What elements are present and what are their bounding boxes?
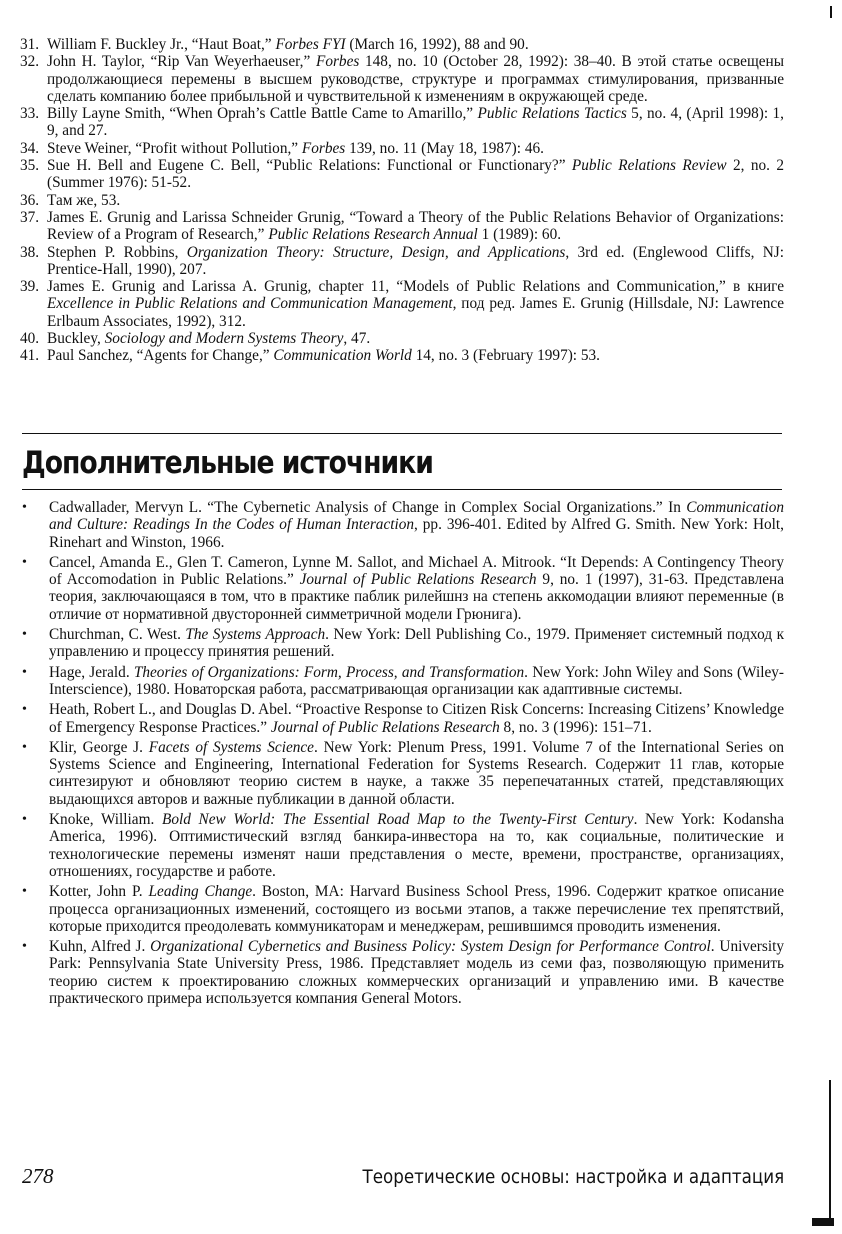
scan-corner-mark (812, 1218, 834, 1226)
italic-title: Public Relations Research Annual (268, 226, 478, 244)
italic-title: Excellence in Public Relations and Communication Management (47, 295, 453, 313)
scan-edge-mark (830, 6, 832, 18)
text-run: 5, no. 4, (April 1998): 1, 9, and 27. (47, 105, 784, 140)
italic-title: Journal of Public Relations Research (299, 571, 537, 589)
source-text (49, 554, 784, 623)
text-run: James E. Grunig and Larissa Schneider Grunig, “Toward a Theory of the Public Relations Behavior of Organizations: Review of a Program of Research,” (47, 208, 784, 244)
bullet-icon: • (22, 812, 27, 828)
text-run: 1 (1989): 60. (477, 226, 562, 244)
italic-title: Forbes (301, 139, 346, 157)
text-run: . New York: Dell Publishing Co., 1979. Применяет системный подход к управлению и процессу принятия решений. (49, 626, 785, 661)
source-item (22, 499, 784, 551)
source-item (22, 664, 784, 699)
page-footer (22, 1164, 784, 1189)
text-run: Cadwallader, Mervyn L. “The Cybernetic Analysis of Change in Complex Social Organizations.” In (49, 499, 687, 516)
text-run: . New York: Plenum Press, 1991. Volume 7 of the International Series on Systems Science and Engineering, International Federation for Systems Research. Содержит 11 глав, которые синтезируют и обновляют теорию систем в науке, а также 35 перепечатанных статей, представляющих выдающихся авторов и важные публикации в данной области. (49, 738, 785, 808)
text-run: Knoke, William. (49, 811, 162, 829)
endnote-number: 35. (20, 157, 40, 175)
italic-title: Leading Change (148, 883, 253, 901)
italic-title: Public Relations Review (571, 157, 727, 175)
endnote-item (20, 140, 784, 157)
text-run: Billy Layne Smith, “When Oprah’s Cattle Battle Came to Amarillo,” (47, 105, 478, 123)
source-text (49, 701, 784, 736)
endnote-number: 38. (20, 243, 40, 261)
text-run: . New York: Kodansha America, 1996). Оптимистический взгляд банкира-инвестора на то, как социальные, политические и технологические перемены изменят наши представления о месте, времени, пространстве, организациях, отношениях, государстве и работе. (49, 811, 784, 880)
source-text (49, 883, 784, 935)
italic-title: Bold New World: The Essential Road Map to the Twenty-First Century (161, 811, 634, 829)
text-run: John H. Taylor, “Rip Van Weyerhaeuser,” (47, 53, 316, 71)
text-run: 2, no. 2 (Summer 1976): 51-52. (47, 157, 784, 192)
source-item (22, 701, 784, 736)
endnote-text (47, 157, 784, 192)
source-item (22, 739, 784, 808)
endnote-number: 41. (20, 347, 40, 365)
text-run: Churchman, C. West. (49, 626, 186, 644)
endnotes-list (20, 36, 784, 365)
endnote-text (47, 209, 784, 244)
text-run: Klir, George J. (49, 738, 149, 756)
text-run: Там же, 53. (47, 191, 121, 209)
bullet-icon: • (22, 627, 27, 643)
text-run: , 3rd ed. (Englewood Cliffs, NJ: Prentice-Hall, 1990), 207. (47, 243, 784, 278)
text-run: William F. Buckley Jr., “Haut Boat,” (47, 36, 276, 53)
italic-title: Organization Theory: Structure, Design, and Applications (186, 243, 566, 261)
italic-title: Forbes (315, 53, 360, 71)
endnote-number: 40. (20, 330, 40, 348)
endnote-number: 39. (20, 278, 40, 296)
endnote-text (47, 36, 784, 53)
endnote-text (47, 192, 784, 209)
italic-title: The Systems Approach (185, 626, 326, 644)
text-run: . University Park: Pennsylvania State University Press, 1986. Представляет модель из семи фаз, позволяющую применить теорию систем к проектированию сложных коммерческих организаций и управлению ими. В качестве практического примера используется компания General Motors. (49, 938, 784, 1008)
text-run: , 47. (343, 330, 371, 348)
italic-title: Forbes FYI (275, 36, 346, 53)
source-item (22, 883, 784, 935)
endnote-number: 36. (20, 191, 40, 209)
source-item (22, 626, 784, 661)
endnote-number: 37. (20, 208, 40, 226)
section-heading: Дополнительные источники (22, 445, 433, 481)
text-run: , под ред. James E. Grunig (Hillsdale, NJ: Lawrence Erlbaum Associates, 1992), 312. (47, 295, 784, 330)
text-run: . Boston, MA: Harvard Business School Press, 1996. Содержит краткое описание процесса организационных изменений, состоящего из восьми этапов, а также перечисление тех препятствий, которые приходится преодолевать коммуникаторам и менеджерам, решившимся проводить изменения. (49, 883, 784, 935)
text-run: Stephen P. Robbins, (47, 243, 187, 261)
source-item (22, 811, 784, 880)
text-run: Heath, Robert L., and Douglas D. Abel. “Proactive Response to Citizen Risk Concerns: Increasing Citizens’ Knowledge of Emergency Response Practices.” (49, 701, 784, 736)
endnote-number: 32. (20, 53, 40, 71)
bullet-icon: • (22, 554, 27, 570)
text-run: (March 16, 1992), 88 and 90. (345, 36, 529, 53)
source-item (22, 938, 784, 1007)
endnote-number: 34. (20, 139, 40, 157)
source-text (49, 739, 784, 808)
endnote-item (20, 157, 784, 192)
text-run: Buckley, (47, 330, 105, 348)
source-text (49, 664, 784, 699)
endnote-text (47, 53, 784, 105)
source-text (49, 626, 784, 661)
endnote-item (20, 244, 784, 279)
text-run: Sue H. Bell and Eugene C. Bell, “Public Relations: Functional or Functionary?” (47, 157, 572, 175)
text-run: 14, no. 3 (February 1997): 53. (411, 347, 601, 365)
text-run: Hage, Jerald. (49, 663, 134, 681)
source-item (22, 554, 784, 623)
italic-title: Public Relations Tactics (477, 105, 627, 123)
endnote-text (47, 278, 784, 330)
endnote-item (20, 105, 784, 140)
bullet-icon: • (22, 500, 27, 515)
italic-title: Communication World (273, 347, 412, 365)
endnote-item (20, 53, 784, 105)
text-run: Cancel, Amanda E., Glen T. Cameron, Lynne M. Sallot, and Michael A. Mitrook. “It Depends: A Contingency Theory of Accomodation in Public Relations.” (49, 553, 784, 589)
italic-title: Organizational Cybernetics and Business Policy: System Design for Performance Control (150, 938, 711, 956)
bullet-icon: • (22, 702, 27, 718)
bullet-icon: • (22, 739, 27, 755)
text-run: James E. Grunig and Larissa A. Grunig, chapter 11, “Models of Public Relations and Communication,” в книге (47, 278, 784, 296)
italic-title: Sociology and Modern Systems Theory (104, 330, 344, 348)
endnote-text (47, 347, 784, 364)
additional-sources-list (22, 499, 784, 1010)
text-run: 8, no. 3 (1996): 151–71. (499, 718, 652, 736)
text-run: 139, no. 11 (May 18, 1987): 46. (345, 139, 544, 157)
endnote-text (47, 140, 784, 157)
text-run: 9, no. 1 (1997), 31-63. Представлена теория, заключающаяся в том, что в практике паблик рилейшнз на степень аккомодации влияют переменные (в отличие от нормативной двусторонней симметричной модели Грюнига). (49, 571, 784, 623)
endnote-item (20, 278, 784, 330)
text-run: Kuhn, Alfred J. (49, 938, 151, 956)
running-title: Теоретические основы: настройка и адаптация (362, 1166, 784, 1188)
bullet-icon: • (22, 939, 27, 955)
page-number: 278 (22, 1164, 54, 1188)
heading-rule-top (22, 433, 782, 434)
bullet-icon: • (22, 664, 27, 680)
scan-edge-line (829, 1080, 831, 1220)
text-run: Kotter, John P. (49, 883, 149, 901)
text-run: . New York: John Wiley and Sons (Wiley-Interscience), 1980. Новаторская работа, рассматривающая организации как адаптивные системы. (49, 663, 784, 698)
bullet-icon: • (22, 884, 27, 900)
text-run: 148, no. 10 (October 28, 1992): 38–40. В этой статье освещены продолжающиеся перемены в высшем руководстве, структуре и программах стимулирования, призванные сделать компанию более прибыльной и чувствительной к изменениям в окружающей среде. (47, 53, 785, 105)
italic-title: Facets of Systems Science (148, 738, 314, 756)
text-run: Paul Sanchez, “Agents for Change,” (47, 347, 274, 365)
endnote-item (20, 192, 784, 209)
endnote-text (47, 244, 784, 279)
endnote-item (20, 36, 784, 53)
heading-rule-bottom (22, 489, 782, 490)
endnote-text (47, 330, 784, 347)
text-run: , pp. 396-401. Edited by Alfred G. Smith. New York: Holt, Rinehart and Winston, 1966. (49, 516, 784, 551)
endnote-item (20, 330, 784, 347)
endnote-item (20, 347, 784, 364)
endnote-text (47, 105, 784, 140)
italic-title: Theories of Organizations: Form, Process, and Transformation (133, 663, 525, 681)
source-text (49, 499, 784, 551)
endnote-number: 31. (20, 36, 40, 53)
italic-title: Communication and Culture: Readings In the Codes of Human Interaction (49, 499, 784, 534)
source-text (49, 811, 784, 880)
source-text (49, 938, 784, 1007)
text-run: Steve Weiner, “Profit without Pollution,” (47, 139, 302, 157)
endnote-item (20, 209, 784, 244)
italic-title: Journal of Public Relations Research (270, 718, 500, 736)
endnotes-section (20, 36, 784, 365)
endnote-number: 33. (20, 105, 40, 123)
